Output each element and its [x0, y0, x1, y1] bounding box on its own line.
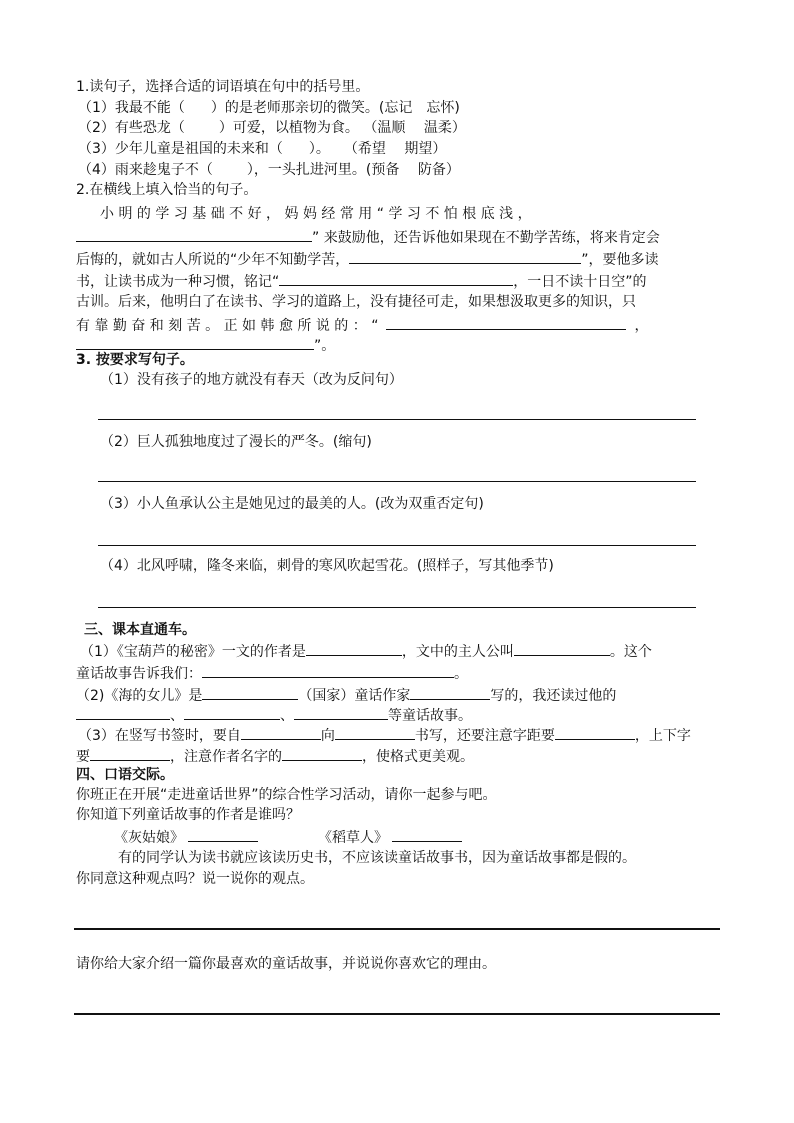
blank[interactable]: [555, 724, 635, 740]
s1-q1: （1）我最不能（ ）的是老师那亲切的微笑。(忘记 忘怀): [78, 100, 460, 116]
s5-line-5: 你同意这种观点吗？说一说你的观点。: [76, 871, 314, 887]
answer-line[interactable]: [98, 545, 696, 546]
s2-para-line-6: 有 靠 勤 奋 和 刻 苦 。 正 如 韩 愈 所 说 的 ： “ ，: [76, 314, 648, 336]
s1-q2: （2）有些恐龙（ ）可爱，以植物为食。 （温顺 温柔）: [78, 120, 466, 136]
blank[interactable]: [184, 704, 280, 720]
section-oral-title: 四、口语交际。: [76, 767, 174, 783]
answer-line[interactable]: [98, 607, 696, 608]
blank[interactable]: [335, 724, 415, 740]
blank[interactable]: [306, 640, 402, 656]
section-1-title: 1.读句子，选择合适的词语填在句中的括号里。: [76, 79, 370, 95]
s5-line-6: 请你给大家介绍一篇你最喜欢的童话故事，并说说你喜欢它的理由。: [76, 956, 496, 972]
blank[interactable]: [76, 226, 312, 242]
s2-para-line-1: 小 明 的 学 习 基 础 不 好 ， 妈 妈 经 常 用 “ 学 习 不 怕 根 底 浅 ，: [100, 206, 532, 222]
s5-line-1: 你班正在开展“走进童话世界”的综合性学习活动，请你一起参与吧。: [76, 787, 497, 803]
blank[interactable]: [392, 826, 462, 842]
s1-q4: （4）雨来趁鬼子不（ ），一头扎进河里。(预备 防备）: [78, 162, 460, 178]
s2-para-line-3: 后悔的，就如古人所说的“少年不知勤学苦， ”，要他多读: [76, 248, 659, 270]
blank[interactable]: [202, 684, 298, 700]
s4-line-2: 童话故事告诉我们： 。: [76, 662, 468, 684]
blank[interactable]: [241, 724, 321, 740]
s5-line-4: 有的同学认为读书就应该读历史书，不应该读童话故事书，因为童话故事都是假的。: [118, 850, 636, 866]
s2-para-line-2: ” 来鼓励他，还告诉他如果现在不勤学苦练，将来肯定会: [76, 226, 660, 248]
s5-line-2: 你知道下列童话故事的作者是谁吗？: [76, 807, 300, 823]
s4-line-6: 要 ，注意作者名字的 ，使格式更美观。: [76, 745, 474, 767]
s3-q4: （4）北风呼啸，隆冬来临，刺骨的寒风吹起雪花。(照样子，写其他季节): [100, 558, 554, 574]
blank[interactable]: [410, 684, 490, 700]
blank[interactable]: [188, 826, 258, 842]
s4-line-4: 、 、 等童话故事。: [76, 704, 472, 726]
blank[interactable]: [294, 704, 388, 720]
s3-q1: （1）没有孩子的地方就没有春天（改为反问句）: [100, 372, 403, 388]
blank[interactable]: [279, 270, 513, 286]
blank[interactable]: [76, 334, 314, 350]
section-2-title: 2.在横线上填入恰当的句子。: [76, 182, 258, 198]
s3-q3: （3）小人鱼承认公主是她见过的最美的人。(改为双重否定句): [100, 496, 484, 512]
blank[interactable]: [514, 640, 610, 656]
answer-line[interactable]: [98, 419, 696, 420]
s2-para-line-5: 古训。后来，他明白了在读书、学习的道路上，没有捷径可走，如果想汲取更多的知识，只: [76, 294, 636, 310]
blank[interactable]: [349, 248, 581, 264]
s3-q2: （2）巨人孤独地度过了漫长的严冬。(缩句): [100, 434, 372, 450]
blank[interactable]: [90, 745, 170, 761]
s1-q3: （3）少年儿童是祖国的未来和（ ）。 （希望 期望）: [78, 141, 447, 157]
s2-para-line-4: 书，让读书成为一种习惯，铭记“ ，一日不读十日空”的: [76, 270, 647, 292]
section-textbook-title: 三、课本直通车。: [84, 622, 196, 638]
section-3-title: 3. 按要求写句子。: [76, 352, 194, 368]
answer-line[interactable]: [74, 928, 720, 930]
s4-line-5: （3）在竖写书签时，要自 向 书写，还要注意字距要 ，上下字: [78, 724, 691, 746]
s4-line-1: （1）《宝葫芦的秘密》一文的作者是 ，文中的主人公叫 。这个: [80, 640, 652, 662]
s5-books: 《灰姑娘》 《稻草人》: [114, 826, 462, 848]
answer-line[interactable]: [98, 481, 696, 482]
s2-para-line-7: ”。: [76, 334, 335, 356]
blank[interactable]: [76, 704, 170, 720]
answer-line[interactable]: [74, 1013, 720, 1015]
s4-line-3: （2)《海的女儿》是 （国家）童话作家 写的，我还读过他的: [76, 684, 616, 706]
blank[interactable]: [282, 745, 362, 761]
blank[interactable]: [386, 314, 626, 330]
blank[interactable]: [202, 662, 454, 678]
